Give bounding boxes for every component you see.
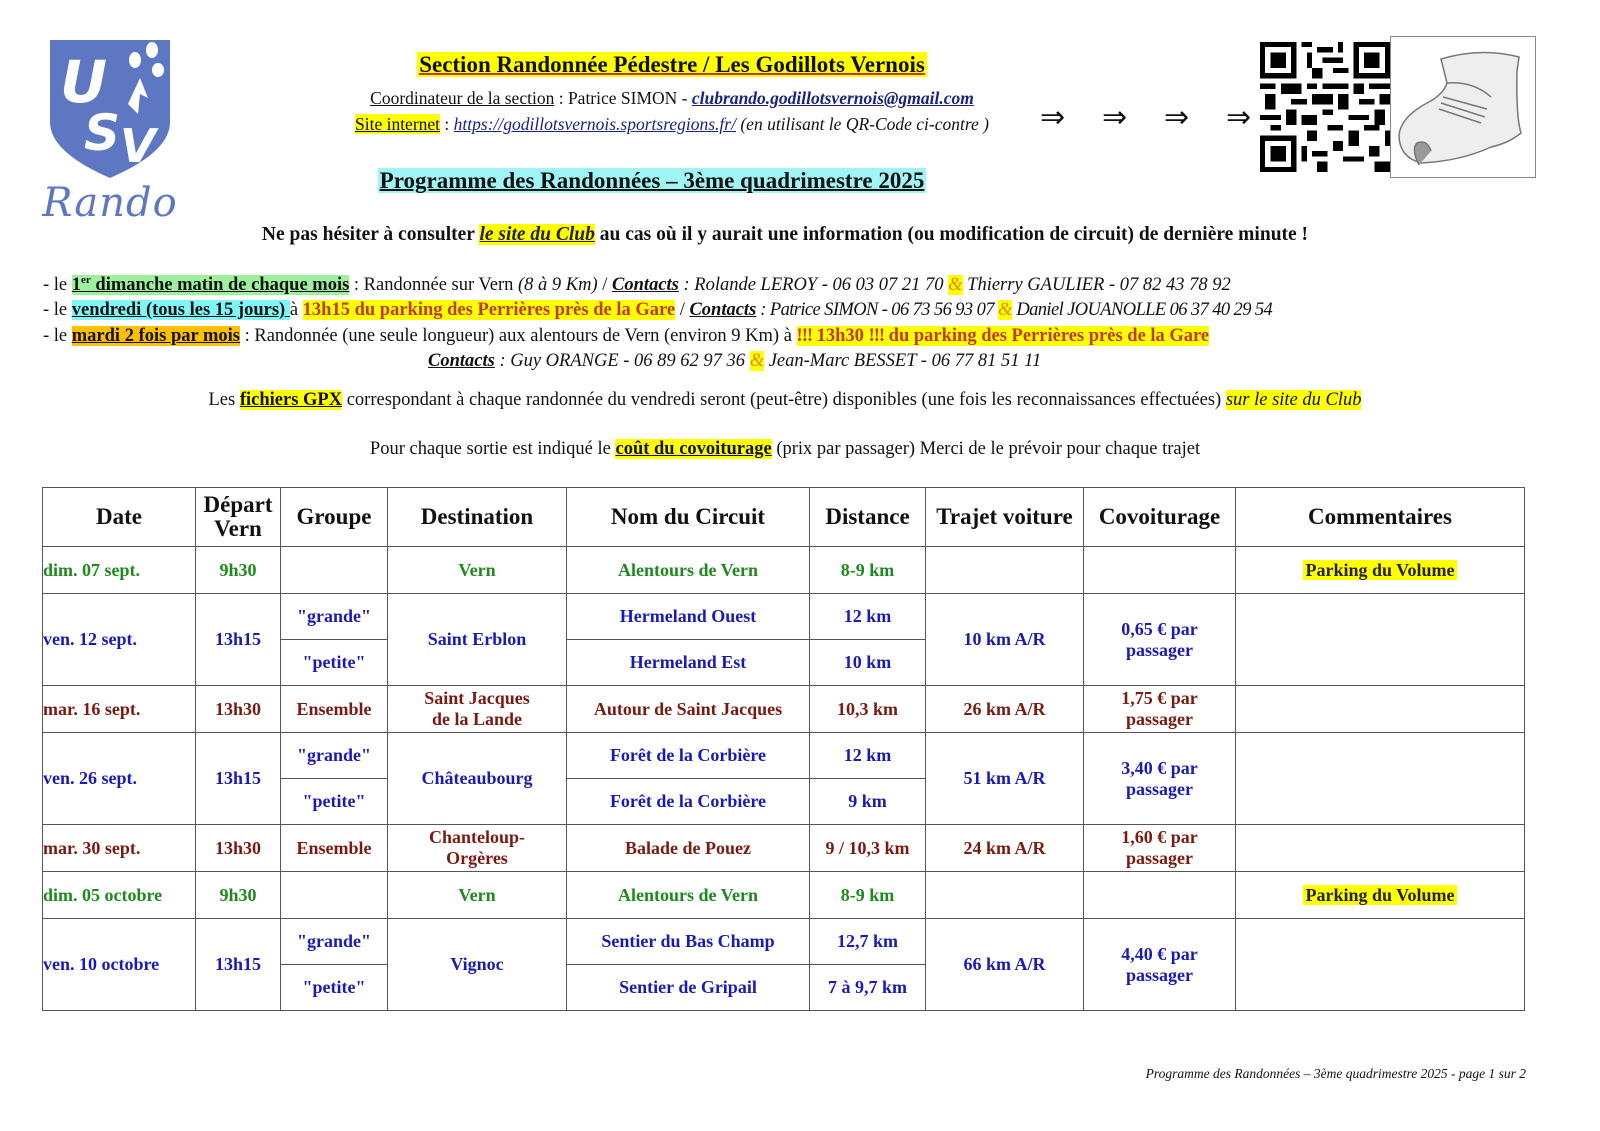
exclamation-icon: !!! [796,326,813,346]
svg-text:U: U [60,48,108,116]
site-note: (en utilisant le QR-Code ci-contre ) [735,114,990,134]
col-trajet: Trajet voiture [926,488,1084,547]
table-row: "petite" Forêt de la Corbière 9 km [43,779,1525,825]
notice-line: Ne pas hésiter à consulter le site du Club au cas où il y aurait une information (ou modification de circuit) de dernière minute ! [261,224,1309,245]
site-label: Site internet [354,114,441,134]
svg-text:V: V [120,119,156,173]
table-row: "petite" Sentier de Gripail 7 à 9,7 km [43,965,1525,1011]
friday-highlight: vendredi (tous les 15 jours) [71,300,290,320]
friday-meeting-point: 13h15 du parking des Perrières près de la Gare [302,300,676,320]
contacts-label: Contacts [612,275,679,296]
col-distance: Distance [810,488,926,547]
shoe-illustration [1390,36,1536,178]
info-tuesday: - le mardi 2 fois par mois : Randonnée (une seule longueur) aux alentours de Vern (environ 9 Km) à !!! 13h30 !!! du parking des Perrières près de la Gare [43,326,1210,346]
info-sunday: - le 1er dimanche matin de chaque mois : Randonnée sur Vern (8 à 9 Km) / Contacts : Rolande LEROY - 06 03 07 21 70 & Thierry GAULIER - 07 82 43 78 92 [43,274,1231,296]
section-title: Section Randonnée Pédestre / Les Godillots Vernois [419,52,925,77]
ampersand: & [749,351,765,371]
contacts-label: Contacts [689,300,757,320]
svg-text:S: S [84,104,121,162]
table-row: ven. 10 octobre 13h15 "grande" Vignoc Sentier du Bas Champ 12,7 km 66 km A/R 4,40 € par passager [43,919,1525,965]
program-title: Programme des Randonnées – 3ème quadrimestre 2025 [379,168,925,193]
club-site-link[interactable]: le site du Club [479,224,595,245]
double-arrow-icon: ⇒ [1040,100,1066,135]
table-row: dim. 07 sept. 9h30 Vern Alentours de Vern 8-9 km Parking du Volume [43,547,1525,594]
comment-badge: Parking du Volume [1305,884,1455,905]
gpx-note: Les fichiers GPX correspondant à chaque randonnée du vendredi seront (peut-être) disponibles (une fois les reconnaissances effectuées) sur le site du Club [208,390,1362,410]
col-groupe: Groupe [281,488,388,547]
table-row: mar. 30 sept. 13h30 Ensemble Chanteloup- Orgères Balade de Pouez 9 / 10,3 km 24 km A/R 1,60 € par passager [43,825,1525,872]
exclamation-icon: !!! [868,326,885,346]
shoe-icon [1391,37,1535,177]
table-row: ven. 12 sept. 13h15 "grande" Saint Erblon Hermeland Ouest 12 km 10 km A/R 0,65 € par passager [43,594,1525,640]
col-date: Date [43,488,196,547]
table-row: ven. 26 sept. 13h15 "grande" Châteaubourg Forêt de la Corbière 12 km 51 km A/R 3,40 € par passager [43,733,1525,779]
ampersand: & [997,300,1013,320]
arrows-to-qr [1040,100,1288,135]
gpx-highlight: fichiers GPX [239,390,343,410]
col-covoiturage: Covoiturage [1084,488,1236,547]
double-arrow-icon: ⇒ [1226,100,1252,135]
site-url-link[interactable]: https://godillotsvernois.sportsregions.fr/ [453,114,736,134]
website-line: Site internet : https://godillotsvernois.sportsregions.fr/ (en utilisant le QR-Code ci-contre ) [354,114,990,134]
table-row: dim. 05 octobre 9h30 Vern Alentours de Vern 8-9 km Parking du Volume [43,872,1525,919]
col-depart: Départ Vern [196,488,281,547]
coordinator-label: Coordinateur de la section [370,88,555,108]
table-header-row [43,488,1525,547]
contacts-label: Contacts [428,351,495,371]
email-link[interactable]: clubrando.godillotsvernois@gmail.com [691,88,974,108]
info-friday: - le vendredi (tous les 15 jours) à 13h15 du parking des Perrières près de la Gare / Contacts : Patrice SIMON - 06 73 56 93 07 & Daniel JOUANOLLE 06 37 40 29 54 [43,300,1273,320]
info-tuesday-contacts: Contacts : Guy ORANGE - 06 89 62 97 36 & Jean-Marc BESSET - 06 77 81 51 11 [428,351,1042,371]
col-circuit: Nom du Circuit [567,488,810,547]
coordinator-name: : Patrice SIMON - [554,88,692,108]
col-destination: Destination [388,488,567,547]
carpool-highlight: coût du covoiturage [615,439,772,459]
carpool-note: Pour chaque sortie est indiqué le coût du covoiturage (prix par passager) Merci de le prévoir pour chaque trajet [369,439,1201,459]
col-commentaires: Commentaires [1236,488,1525,547]
tuesday-highlight: mardi 2 fois par mois [71,326,240,346]
hike-schedule-table [42,487,1525,1011]
club-site-link[interactable]: sur le site du Club [1225,390,1362,410]
double-arrow-icon: ⇒ [1164,100,1190,135]
ampersand: & [948,275,963,296]
table-row: mar. 16 sept. 13h30 Ensemble Saint Jacques de la Lande Autour de Saint Jacques 10,3 km 26 km A/R 1,75 € par passager [43,686,1525,733]
qr-code-icon[interactable] [1260,42,1390,172]
double-arrow-icon: ⇒ [1102,100,1128,135]
page-footer: Programme des Randonnées – 3ème quadrimestre 2025 - page 1 sur 2 [1145,1066,1526,1081]
comment-badge: Parking du Volume [1305,559,1455,580]
logo-text: Rando [42,180,178,226]
sunday-highlight: 1er dimanche matin de chaque mois [71,274,350,296]
table-row: "petite" Hermeland Est 10 km [43,640,1525,686]
